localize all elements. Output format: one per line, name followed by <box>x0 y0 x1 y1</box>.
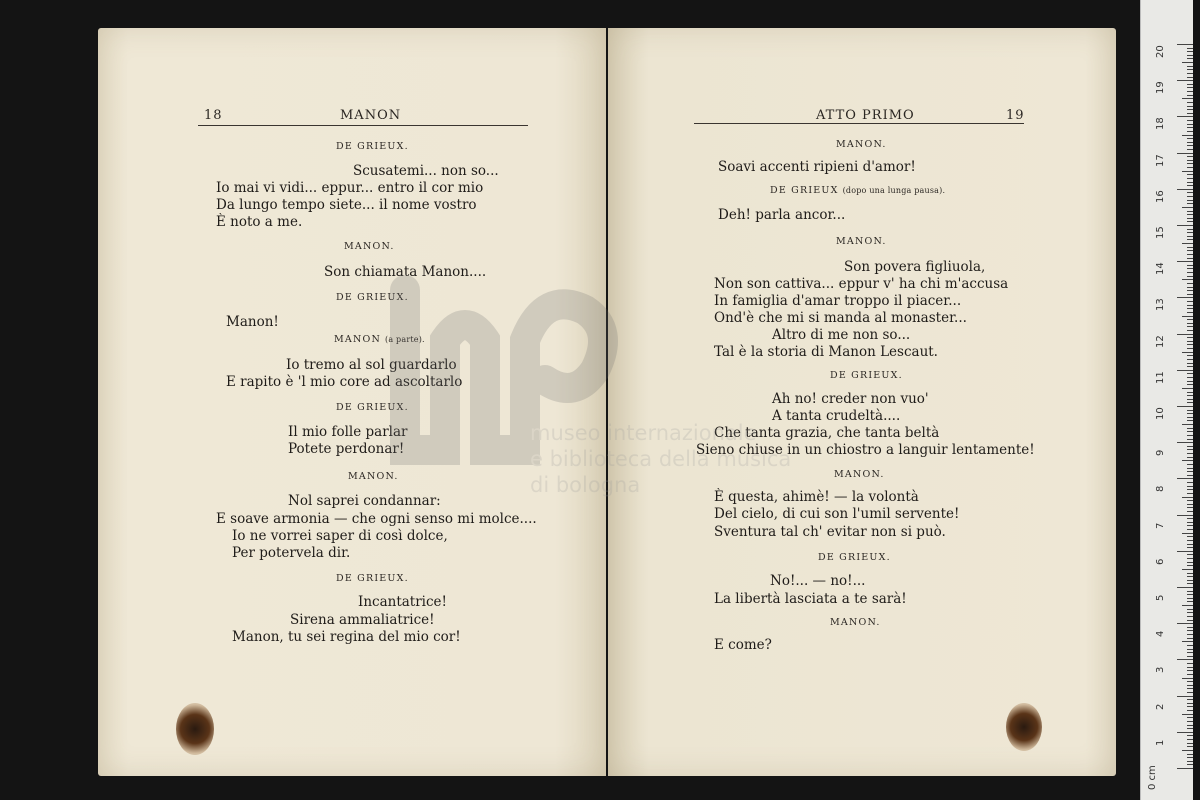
ruler-tick <box>1182 678 1193 679</box>
ruler-tick <box>1182 207 1193 208</box>
ruler-cm-label: 7 <box>1155 522 1166 529</box>
ruler-tick <box>1187 710 1193 711</box>
ruler-tick <box>1187 341 1193 342</box>
watermark-line-2: e biblioteca della musica <box>530 447 792 471</box>
ruler-tick <box>1187 272 1193 273</box>
stage-direction: (dopo una lunga pausa). <box>842 186 946 195</box>
verse-line: La libertà lasciata a te sarà! <box>714 591 907 607</box>
watermark-line-3: di bologna <box>530 473 641 497</box>
ruler-tick <box>1187 652 1193 653</box>
verse-line: E soave armonia — che ogni senso mi molce.... <box>216 511 537 527</box>
ruler-tick <box>1182 171 1193 172</box>
ruler-tick <box>1187 308 1193 309</box>
ruler-cm-label: 2 <box>1155 703 1166 710</box>
ruler-tick <box>1187 160 1193 161</box>
ruler-tick <box>1187 120 1193 121</box>
ruler-tick <box>1187 192 1193 193</box>
ruler-cm-label: 4 <box>1155 630 1166 638</box>
verse-line: Del cielo, di cui son l'umil servente! <box>714 506 960 522</box>
verse-line: Sventura tal ch' evitar non si può. <box>714 524 946 540</box>
ruler-tick <box>1187 124 1193 125</box>
burn-mark-right <box>1006 703 1042 751</box>
ruler-tick <box>1187 558 1193 559</box>
ruler-tick <box>1177 623 1193 624</box>
ruler-tick <box>1177 44 1193 45</box>
ruler-tick <box>1187 681 1193 682</box>
ruler-tick <box>1187 413 1193 414</box>
ruler-tick <box>1177 478 1193 479</box>
ruler-tick <box>1187 630 1193 631</box>
ruler-tick <box>1187 87 1193 88</box>
ruler-tick <box>1177 406 1193 407</box>
ruler-tick <box>1187 214 1193 215</box>
speaker-name: DE GRIEUX. <box>336 292 409 303</box>
ruler-tick <box>1187 185 1193 186</box>
ruler-cm-label: 5 <box>1155 594 1166 601</box>
ruler-tick <box>1182 750 1193 751</box>
ruler-cm-label: 20 <box>1155 45 1166 58</box>
ruler-tick <box>1187 594 1193 595</box>
ruler-tick <box>1187 536 1193 537</box>
speaker-label <box>836 236 887 247</box>
ruler-tick <box>1187 211 1193 212</box>
ruler-tick <box>1187 667 1193 668</box>
ruler-tick <box>1187 420 1193 421</box>
verse-line: Ah no! creder non vuo' <box>772 391 929 407</box>
ruler-unit-label: 0 cm <box>1147 765 1158 790</box>
ruler-tick <box>1187 547 1193 548</box>
verse-line: Io tremo al sol guardarlo <box>286 357 457 373</box>
ruler-tick <box>1187 305 1193 306</box>
ruler-tick <box>1182 279 1193 280</box>
ruler-tick <box>1187 326 1193 327</box>
ruler-tick <box>1187 692 1193 693</box>
ruler-tick <box>1187 131 1193 132</box>
ruler-cm-label: 11 <box>1155 371 1166 384</box>
ruler-tick <box>1187 149 1193 150</box>
ruler-tick <box>1187 573 1193 574</box>
speaker-label <box>830 617 881 628</box>
speaker-label <box>336 573 409 584</box>
ruler-tick <box>1187 482 1193 483</box>
speaker-label <box>818 552 891 563</box>
ruler-tick <box>1182 243 1193 244</box>
ruler-tick <box>1187 91 1193 92</box>
header-rule-right <box>694 123 1024 124</box>
ruler-tick <box>1187 399 1193 400</box>
ruler-tick <box>1187 612 1193 613</box>
speaker-name: DE GRIEUX. <box>336 141 409 152</box>
ruler-tick <box>1187 247 1193 248</box>
ruler-tick <box>1187 239 1193 240</box>
ruler-tick <box>1187 764 1193 765</box>
verse-line: No!... — no!... <box>770 573 866 589</box>
verse-line: Non son cattiva... eppur v' ha chi m'accusa <box>714 276 1009 292</box>
ruler-tick <box>1187 439 1193 440</box>
ruler-cm-label: 3 <box>1155 667 1166 674</box>
ruler-tick <box>1187 493 1193 494</box>
ruler-tick <box>1187 294 1193 295</box>
speaker-label <box>336 141 409 152</box>
ruler-tick <box>1187 739 1193 740</box>
ruler-tick <box>1177 768 1193 769</box>
verse-line: Nol saprei condannar: <box>288 493 441 509</box>
speaker-name: MANON. <box>836 139 887 150</box>
ruler-tick <box>1187 471 1193 472</box>
ruler-tick <box>1187 323 1193 324</box>
ruler-tick <box>1187 232 1193 233</box>
ruler-tick <box>1187 113 1193 114</box>
ruler-tick <box>1187 66 1193 67</box>
ruler-tick <box>1187 381 1193 382</box>
ruler-tick <box>1187 392 1193 393</box>
verse-line: Altro di me non so... <box>772 327 911 343</box>
ruler-tick <box>1187 583 1193 584</box>
ruler-tick <box>1187 221 1193 222</box>
burn-mark-left <box>176 703 214 755</box>
ruler-tick <box>1187 703 1193 704</box>
verse-line: Tal è la storia di Manon Lescaut. <box>714 344 938 360</box>
measuring-ruler <box>1140 0 1193 800</box>
ruler-tick <box>1187 757 1193 758</box>
ruler-tick <box>1187 363 1193 364</box>
ruler-tick <box>1187 258 1193 259</box>
ruler-tick <box>1182 98 1193 99</box>
ruler-tick <box>1187 145 1193 146</box>
speaker-name: DE GRIEUX. <box>830 370 903 381</box>
ruler-cm-label: 1 <box>1155 739 1166 746</box>
ruler-tick <box>1187 670 1193 671</box>
ruler-tick <box>1187 634 1193 635</box>
ruler-tick <box>1187 106 1193 107</box>
ruler-tick <box>1187 254 1193 255</box>
ruler-tick <box>1187 507 1193 508</box>
ruler-tick <box>1187 276 1193 277</box>
ruler-tick <box>1187 359 1193 360</box>
header-rule-left <box>198 125 528 126</box>
ruler-tick <box>1187 688 1193 689</box>
ruler-tick <box>1187 428 1193 429</box>
ruler-tick <box>1187 475 1193 476</box>
ruler-tick <box>1182 497 1193 498</box>
stage-direction: (a parte). <box>385 335 425 344</box>
ruler-tick <box>1187 486 1193 487</box>
verse-line: Son chiamata Manon.... <box>324 264 487 280</box>
ruler-tick <box>1187 449 1193 450</box>
verse-line: Manon! <box>226 314 279 330</box>
verse-line: Deh! parla ancor... <box>718 207 846 223</box>
ruler-tick <box>1187 283 1193 284</box>
ruler-tick <box>1187 576 1193 577</box>
speaker-label <box>830 370 903 381</box>
ruler-tick <box>1187 435 1193 436</box>
ruler-tick <box>1187 638 1193 639</box>
ruler-tick <box>1187 464 1193 465</box>
ruler-tick <box>1187 453 1193 454</box>
ruler-tick <box>1187 663 1193 664</box>
ruler-tick <box>1187 601 1193 602</box>
ruler-tick <box>1187 725 1193 726</box>
ruler-tick <box>1177 334 1193 335</box>
ruler-cm-label: 12 <box>1155 334 1166 348</box>
ruler-tick <box>1177 370 1193 371</box>
ruler-tick <box>1187 301 1193 302</box>
speaker-label <box>836 139 887 150</box>
verse-line: Per potervela dir. <box>232 545 351 561</box>
speaker-name: MANON. <box>830 617 881 628</box>
ruler-tick <box>1187 402 1193 403</box>
ruler-tick <box>1187 746 1193 747</box>
ruler-tick <box>1177 80 1193 81</box>
verse-line: È noto a me. <box>216 214 303 230</box>
ruler-cm-label: 13 <box>1155 298 1166 312</box>
verse-line: Incantatrice! <box>358 594 447 610</box>
ruler-tick <box>1187 373 1193 374</box>
ruler-tick <box>1187 580 1193 581</box>
verse-line: E rapito è 'l mio core ad ascoltarlo <box>226 374 463 390</box>
ruler-tick <box>1187 203 1193 204</box>
ruler-tick <box>1187 127 1193 128</box>
verse-line: È questa, ahimè! — la volontà <box>714 489 919 505</box>
verse-line: Sirena ammaliatrice! <box>290 612 435 628</box>
ruler-tick <box>1177 442 1193 443</box>
ruler-tick <box>1182 316 1193 317</box>
ruler-tick <box>1182 424 1193 425</box>
speaker-name: MANON. <box>344 241 395 252</box>
ruler-tick <box>1187 142 1193 143</box>
ruler-tick <box>1177 551 1193 552</box>
ruler-tick <box>1187 616 1193 617</box>
verse-line: Io mai vi vidi... eppur... entro il cor mio <box>216 180 484 196</box>
ruler-tick <box>1187 562 1193 563</box>
ruler-tick <box>1187 268 1193 269</box>
speaker-name: DE GRIEUX. <box>818 552 891 563</box>
ruler-cm-label: 8 <box>1155 486 1166 493</box>
ruler-tick <box>1182 388 1193 389</box>
ruler-tick <box>1187 319 1193 320</box>
ruler-cm-label: 15 <box>1155 226 1166 239</box>
ruler-tick <box>1187 565 1193 566</box>
ruler-tick <box>1187 721 1193 722</box>
ruler-tick <box>1187 290 1193 291</box>
ruler-cm-label: 6 <box>1155 558 1166 565</box>
ruler-tick <box>1187 55 1193 56</box>
verse-line: E come? <box>714 637 772 653</box>
ruler-tick <box>1187 674 1193 675</box>
ruler-tick <box>1187 717 1193 718</box>
ruler-tick <box>1177 297 1193 298</box>
ruler-tick <box>1177 696 1193 697</box>
ruler-tick <box>1187 685 1193 686</box>
ruler-tick <box>1187 649 1193 650</box>
speaker-name: MANON. <box>348 471 399 482</box>
ruler-tick <box>1182 135 1193 136</box>
ruler-tick <box>1187 540 1193 541</box>
ruler-tick <box>1187 355 1193 356</box>
ruler-cm-label: 14 <box>1155 262 1166 276</box>
ruler-tick <box>1187 417 1193 418</box>
ruler-tick <box>1182 352 1193 353</box>
speaker-label <box>344 241 395 252</box>
ruler-tick <box>1187 529 1193 530</box>
verse-line: Son povera figliuola, <box>844 259 986 275</box>
watermark-line-1: museo internazionale <box>530 421 757 445</box>
ruler-tick <box>1187 656 1193 657</box>
ruler-tick <box>1187 73 1193 74</box>
speaker-name: DE GRIEUX. <box>336 402 409 413</box>
ruler-tick <box>1187 468 1193 469</box>
speaker-name: MANON. <box>836 236 887 247</box>
ruler-tick <box>1187 431 1193 432</box>
speaker-label <box>770 185 945 196</box>
ruler-tick <box>1182 533 1193 534</box>
ruler-tick <box>1177 261 1193 262</box>
ruler-tick <box>1187 178 1193 179</box>
ruler-tick <box>1187 761 1193 762</box>
ruler-tick <box>1187 236 1193 237</box>
ruler-tick <box>1187 457 1193 458</box>
ruler-tick <box>1187 754 1193 755</box>
ruler-tick <box>1187 330 1193 331</box>
ruler-tick <box>1177 732 1193 733</box>
ruler-tick <box>1182 714 1193 715</box>
ruler-tick <box>1187 265 1193 266</box>
ruler-tick <box>1177 587 1193 588</box>
museum-watermark <box>385 270 792 510</box>
ruler-tick <box>1182 62 1193 63</box>
ruler-cm-label: 19 <box>1155 81 1166 95</box>
ruler-tick <box>1187 77 1193 78</box>
ruler-tick <box>1187 735 1193 736</box>
ruler-tick <box>1187 410 1193 411</box>
speaker-name: MANON. <box>834 469 885 480</box>
ruler-tick <box>1187 348 1193 349</box>
ruler-tick <box>1177 515 1193 516</box>
verse-line: Soavi accenti ripieni d'amor! <box>718 159 916 175</box>
ruler-tick <box>1187 312 1193 313</box>
ruler-tick <box>1182 569 1193 570</box>
ruler-cm-label: 9 <box>1155 449 1166 457</box>
ruler-tick <box>1187 218 1193 219</box>
ruler-tick <box>1187 522 1193 523</box>
ruler-tick <box>1187 743 1193 744</box>
ruler-tick <box>1187 229 1193 230</box>
ruler-tick <box>1187 48 1193 49</box>
ruler-tick <box>1187 544 1193 545</box>
speaker-label <box>834 469 885 480</box>
verse-line: Ond'è che mi si manda al monaster... <box>714 310 967 326</box>
ruler-tick <box>1187 728 1193 729</box>
ruler-cm-label: 10 <box>1155 407 1166 420</box>
speaker-name: DE GRIEUX <box>770 185 839 196</box>
ruler-tick <box>1177 225 1193 226</box>
ruler-tick <box>1187 706 1193 707</box>
ruler-tick <box>1187 511 1193 512</box>
ruler-tick <box>1187 174 1193 175</box>
verse-line: Da lungo tempo siete... il nome vostro <box>216 197 477 213</box>
speaker-name: DE GRIEUX. <box>336 573 409 584</box>
ruler-tick <box>1187 627 1193 628</box>
ruler-tick <box>1187 446 1193 447</box>
ruler-tick <box>1187 554 1193 555</box>
ruler-tick <box>1187 395 1193 396</box>
verse-line: A tanta crudeltà.... <box>772 408 901 424</box>
ruler-tick <box>1187 200 1193 201</box>
ruler-tick <box>1187 366 1193 367</box>
ruler-tick <box>1187 598 1193 599</box>
ruler-tick <box>1187 344 1193 345</box>
verse-line: Scusatemi... non so... <box>353 163 499 179</box>
ruler-tick <box>1187 156 1193 157</box>
verse-line: Sieno chiuse in un chiostro a languir lentamente! <box>696 442 1035 458</box>
ruler-tick <box>1177 116 1193 117</box>
ruler-tick <box>1187 525 1193 526</box>
ruler-tick <box>1187 620 1193 621</box>
ruler-tick <box>1177 153 1193 154</box>
ruler-tick <box>1182 605 1193 606</box>
verse-line: Il mio folle parlar <box>288 424 408 440</box>
ruler-tick <box>1187 102 1193 103</box>
running-head-left: MANON <box>340 108 402 123</box>
ruler-tick <box>1187 384 1193 385</box>
ruler-tick <box>1187 95 1193 96</box>
verse-line: Potete perdonar! <box>288 441 405 457</box>
ruler-tick <box>1187 51 1193 52</box>
ruler-tick <box>1187 250 1193 251</box>
ruler-tick <box>1187 109 1193 110</box>
ruler-tick <box>1187 196 1193 197</box>
ruler-tick <box>1177 659 1193 660</box>
ruler-tick <box>1187 489 1193 490</box>
page-number-right: 19 <box>1006 108 1025 123</box>
ruler-tick <box>1187 609 1193 610</box>
ruler-tick <box>1187 84 1193 85</box>
ruler-tick <box>1187 377 1193 378</box>
ruler-tick <box>1187 699 1193 700</box>
ruler-tick <box>1187 645 1193 646</box>
ruler-tick <box>1187 69 1193 70</box>
ruler-tick <box>1187 500 1193 501</box>
ruler-tick <box>1182 460 1193 461</box>
verse-line: Io ne vorrei saper di così dolce, <box>232 528 448 544</box>
running-head-right: ATTO PRIMO <box>816 108 915 123</box>
verse-line: In famiglia d'amar troppo il piacer... <box>714 293 962 309</box>
ruler-tick <box>1187 591 1193 592</box>
ruler-tick <box>1187 138 1193 139</box>
verse-line: Manon, tu sei regina del mio cor! <box>232 629 461 645</box>
page-number-left: 18 <box>204 108 223 123</box>
ruler-tick <box>1187 163 1193 164</box>
ruler-tick <box>1187 518 1193 519</box>
ruler-cm-label: 18 <box>1155 117 1166 131</box>
ruler-tick <box>1187 504 1193 505</box>
ruler-tick <box>1187 167 1193 168</box>
ruler-tick <box>1187 182 1193 183</box>
ruler-tick <box>1187 58 1193 59</box>
ruler-cm-label: 16 <box>1155 190 1166 203</box>
ruler-tick <box>1187 337 1193 338</box>
ruler-tick <box>1177 189 1193 190</box>
verse-line: Che tanta grazia, che tanta beltà <box>714 425 940 441</box>
speaker-name: MANON <box>334 334 382 345</box>
ruler-tick <box>1182 641 1193 642</box>
ruler-cm-label: 17 <box>1155 153 1166 167</box>
ruler-tick <box>1187 287 1193 288</box>
